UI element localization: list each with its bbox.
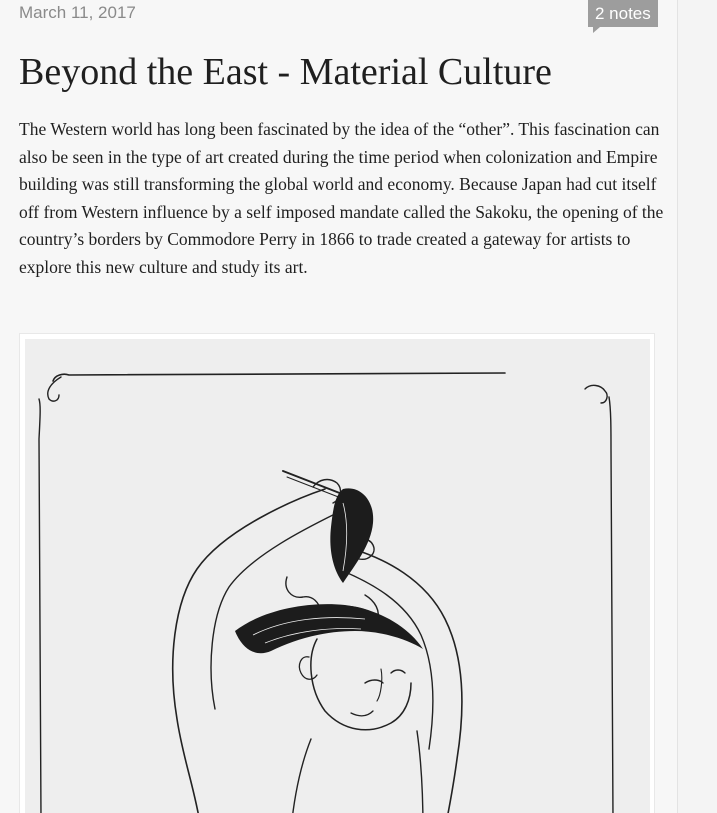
ear	[299, 657, 317, 680]
hair-topknot	[330, 488, 373, 583]
frame-top-line	[53, 373, 505, 381]
frame-top-right-curl	[585, 385, 607, 403]
woodblock-print-image[interactable]	[25, 339, 650, 813]
body-left	[291, 739, 311, 813]
post-body-text: The Western world has long been fascinated by the idea of the “other”. This fascination can also be seen in the type of art created during the time period when colonization and Empire building was still transforming the global world and economy. Because Japan had cut itself off from Western influence by a self imposed mandate called the Sakoku, the opening of the country’s borders by Commodore Perry in 1866 to trade created a gateway for artists to explore this new culture and study its art.	[19, 119, 664, 277]
nose	[377, 669, 382, 701]
eye-left	[365, 680, 383, 683]
notes-count-badge[interactable]: 2 notes	[588, 0, 658, 27]
post-date-link[interactable]: March 11, 2017	[19, 3, 136, 22]
post-image-frame[interactable]	[19, 333, 655, 813]
woodblock-print-drawing	[25, 339, 650, 813]
frame-top-left-curl	[48, 377, 61, 401]
mouth	[351, 711, 373, 716]
right-arm-inner	[343, 571, 433, 749]
body-right	[417, 731, 423, 813]
post-title: Beyond the East - Material Culture	[19, 51, 552, 93]
frame-right-line	[609, 397, 613, 813]
frame-left-line	[39, 399, 41, 813]
eye-right	[391, 670, 405, 673]
